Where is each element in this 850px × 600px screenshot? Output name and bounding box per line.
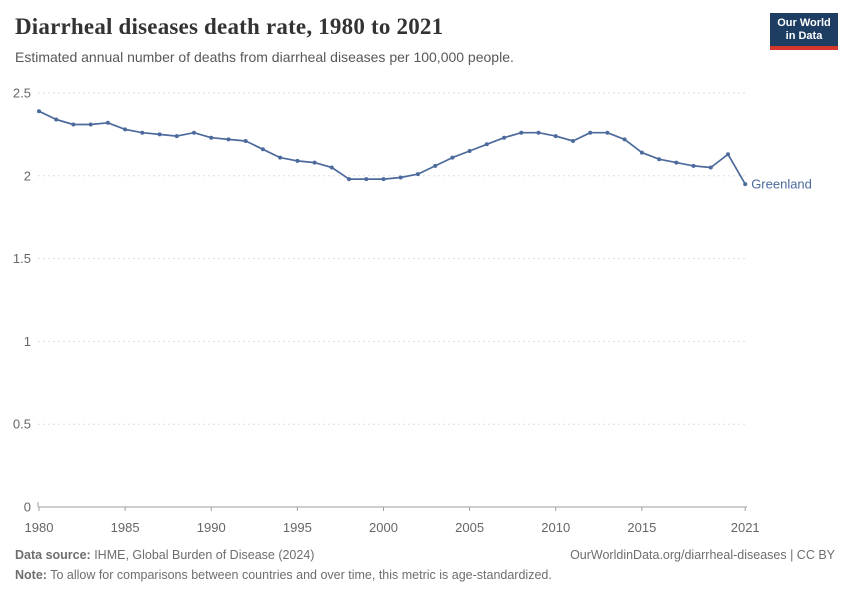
chart-title: Diarrheal diseases death rate, 1980 to 2021	[15, 14, 444, 39]
data-point	[54, 118, 58, 122]
data-source-text: IHME, Global Burden of Disease (2024)	[90, 548, 315, 562]
note	[15, 568, 552, 582]
data-point	[71, 123, 75, 127]
data-point	[674, 161, 678, 165]
y-tick-label: 2	[23, 168, 31, 184]
data-point	[227, 137, 231, 141]
data-point	[192, 131, 196, 135]
y-tick-label: 1	[23, 333, 31, 349]
data-point	[640, 151, 644, 155]
footer-row-1	[15, 548, 835, 562]
data-point	[519, 131, 523, 135]
data-point	[743, 182, 747, 186]
data-point	[450, 156, 454, 160]
y-tick-label: 0.5	[12, 416, 31, 432]
chart-subtitle: Estimated annual number of deaths from diarrheal diseases per 100,000 people.	[15, 49, 514, 65]
x-axis	[23, 499, 760, 535]
series-label-greenland: Greenland	[751, 176, 812, 192]
note-label: Note:	[15, 568, 47, 582]
gridlines	[38, 93, 747, 424]
data-point	[364, 177, 368, 181]
x-tick-label: 2010	[541, 520, 571, 535]
x-tick-label: 2005	[455, 520, 485, 535]
data-point	[571, 139, 575, 143]
data-point	[605, 131, 609, 135]
data-point	[588, 131, 592, 135]
x-tick-label: 2021	[730, 520, 760, 535]
data-point	[537, 131, 541, 135]
data-point	[123, 127, 127, 131]
data-point	[330, 166, 334, 170]
x-tick-label: 2000	[369, 520, 398, 535]
x-tick-label: 1990	[196, 520, 226, 535]
data-points	[37, 109, 747, 186]
owid-logo-line2: in Data	[785, 30, 823, 42]
data-point	[37, 109, 41, 113]
data-point	[502, 136, 506, 140]
data-point	[554, 134, 558, 138]
data-point	[692, 164, 696, 168]
data-point	[89, 123, 93, 127]
x-tick-label: 2015	[627, 520, 657, 535]
data-point	[657, 157, 661, 161]
data-point	[261, 147, 265, 151]
owid-url-link[interactable]: OurWorldinData.org/diarrheal-diseases | CC BY	[570, 548, 835, 562]
y-tick-label: 1.5	[12, 251, 31, 267]
data-source-label: Data source:	[15, 548, 91, 562]
x-tick-label: 1995	[282, 520, 312, 535]
data-point	[278, 156, 282, 160]
x-tick-label: 1985	[110, 520, 140, 535]
y-tick-label: 0	[23, 499, 31, 515]
note-text: To allow for comparisons between countries and over time, this metric is age-standardized.	[46, 568, 552, 582]
data-source	[15, 548, 314, 562]
data-point	[140, 131, 144, 135]
data-point	[209, 136, 213, 140]
x-tick-label: 1980	[24, 520, 54, 535]
y-tick-label: 2.5	[12, 85, 31, 101]
data-point	[468, 149, 472, 153]
footer-row-2	[15, 568, 835, 582]
data-point	[726, 152, 730, 156]
data-point	[244, 139, 248, 143]
data-point	[175, 134, 179, 138]
owid-logo[interactable]	[770, 13, 838, 50]
data-point	[295, 159, 299, 163]
data-point	[158, 132, 162, 136]
data-point	[485, 142, 489, 146]
owid-logo-line1: Our World	[777, 17, 831, 29]
greenland-line	[39, 111, 745, 184]
data-point	[106, 121, 110, 125]
data-point	[347, 177, 351, 181]
data-point	[399, 176, 403, 180]
data-point	[623, 137, 627, 141]
data-point	[433, 164, 437, 168]
data-point	[313, 161, 317, 165]
data-point	[709, 166, 713, 170]
data-point	[382, 177, 386, 181]
chart-header	[15, 14, 755, 65]
y-axis-labels	[13, 86, 31, 515]
data-point	[416, 172, 420, 176]
